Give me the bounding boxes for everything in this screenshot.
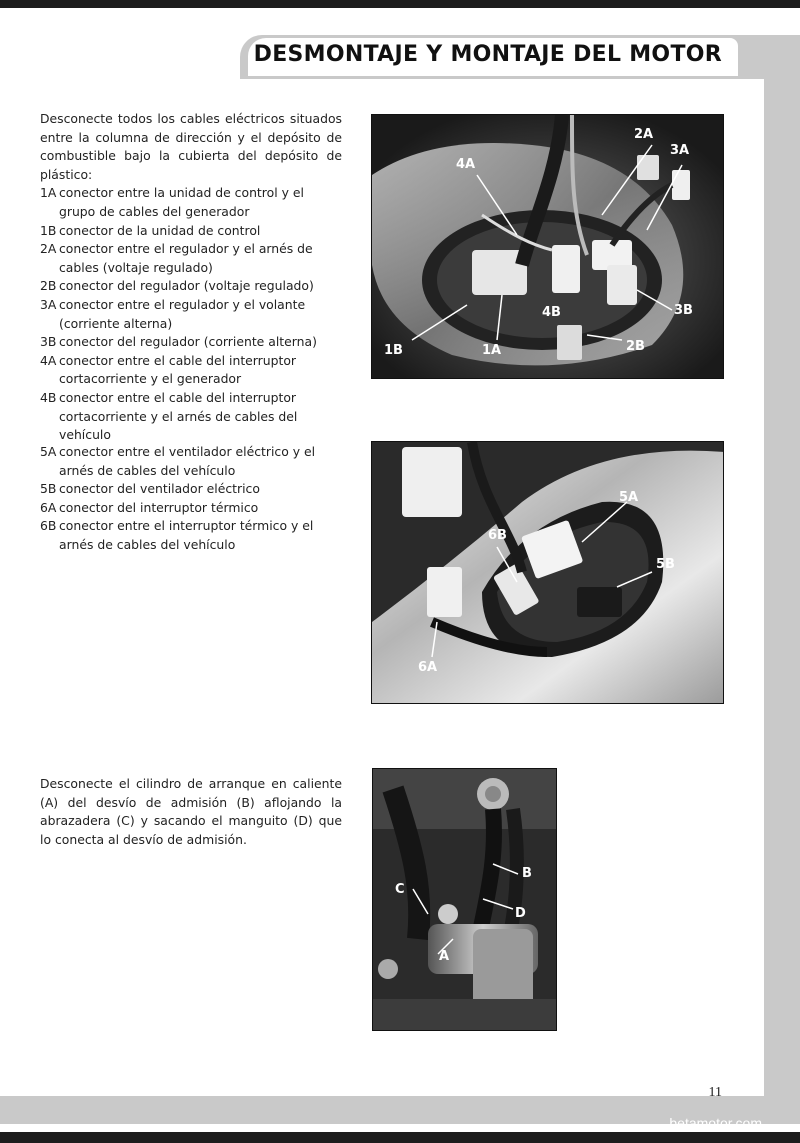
list-item: 5B conector del ventilador eléctrico xyxy=(40,481,260,497)
photo-label: B xyxy=(522,866,532,881)
list-item: 5A conector entre el ventilador eléctrico y el arnés de cables del vehículo xyxy=(40,444,316,478)
photo-label: 5B xyxy=(656,557,675,572)
right-margin-band xyxy=(764,68,800,1108)
list-item: 6A conector del interruptor térmico xyxy=(40,499,259,515)
section2-text xyxy=(40,443,342,555)
photo-label: A xyxy=(439,949,450,964)
photo-label: 6B xyxy=(488,528,507,543)
list-item: 1A conector entre la unidad de control y el grupo de cables del generador xyxy=(40,185,304,219)
list-item: 2B conector del regulador (voltaje regulado) xyxy=(40,278,314,294)
photo-label: 5A xyxy=(619,490,639,505)
photo-label: 1A xyxy=(482,343,502,358)
photo-connectors-tank xyxy=(371,114,724,379)
list-item: 1B conector de la unidad de control xyxy=(40,222,261,238)
photo-hot-start-image xyxy=(373,769,557,1031)
photo-label: 4B xyxy=(542,305,561,320)
list-item: 4B conector entre el cable del interruptor cortacorriente y el arnés de cables del vehículo xyxy=(40,389,298,443)
section1-text xyxy=(40,110,342,445)
photo-label: 1B xyxy=(384,343,403,358)
footer-website: betamotor.com xyxy=(669,1115,762,1131)
list-item: 2A conector entre el regulador y el arnés de cables (voltaje regulado) xyxy=(40,241,313,275)
list-item: 6B conector entre el interruptor térmico y el arnés de cables del vehículo xyxy=(40,518,314,552)
list-item: 4A conector entre el cable del interruptor cortacorriente y el generador xyxy=(40,352,297,387)
page-number: 11 xyxy=(708,1085,722,1100)
list-item: 3B conector del regulador (corriente alterna) xyxy=(40,334,317,350)
list-item: 3A conector entre el regulador y el volante (corriente alterna) xyxy=(40,296,306,331)
photo-label: 6A xyxy=(418,660,438,675)
photo-label: 2B xyxy=(626,339,645,354)
section3-text xyxy=(40,775,342,849)
photo-label: D xyxy=(515,906,526,921)
section1-intro: Desconecte todos los cables eléctricos situados entre la columna de dirección y el depósito de combustible bajo la cubierta del depósito de plástico: xyxy=(40,111,342,182)
photo-label: C xyxy=(395,882,405,897)
section3-paragraph: Desconecte el cilindro de arranque en caliente (A) del desvío de admisión (B) aflojando la abrazadera (C) y sacando el manguito (D) que lo conecta al desvío de admisión. xyxy=(40,776,342,847)
photo-hot-start xyxy=(372,768,557,1031)
photo-label: 3A xyxy=(670,143,690,158)
photo-label: 2A xyxy=(634,127,654,142)
photo-fan-connectors xyxy=(371,441,724,704)
page-title: DESMONTAJE Y MONTAJE DEL MOTOR xyxy=(253,42,722,67)
photo-label: 3B xyxy=(674,303,693,318)
photo-label: 4A xyxy=(456,157,476,172)
